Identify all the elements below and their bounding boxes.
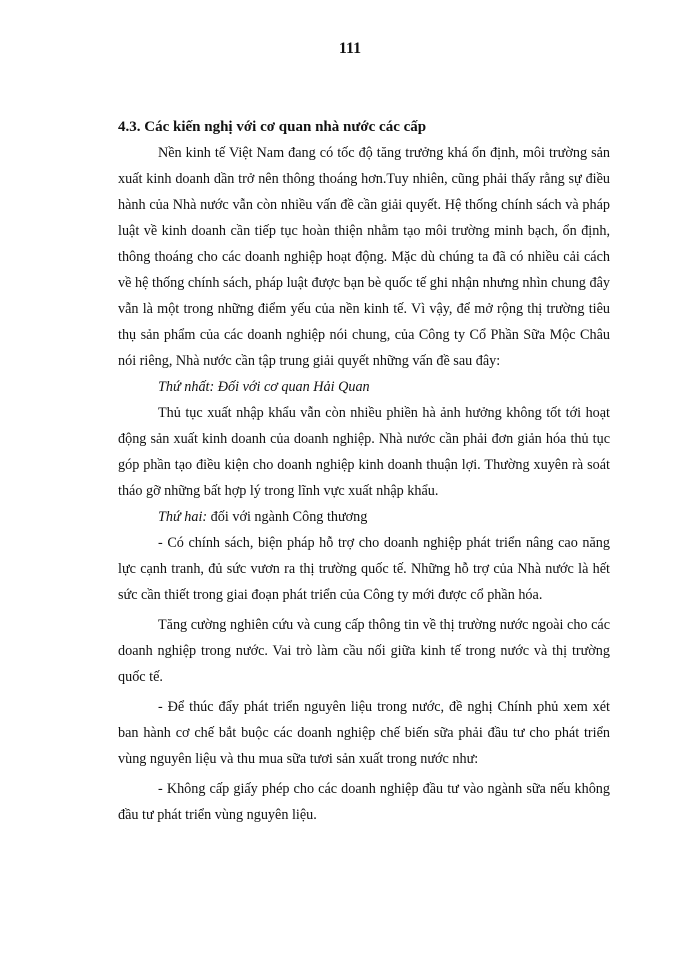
second-label-rest: đối với ngành Công thương xyxy=(207,509,368,525)
second-label-italic: Thứ hai: xyxy=(158,509,208,525)
intro-paragraph: Nền kinh tế Việt Nam đang có tốc độ tăng trưởng khá ổn định, môi trường sản xuất kinh doanh dần trở nên thông thoáng hơn.Tuy nhiên, cũng phải thấy rằng sự điều hành của Nhà nước vẫn còn nhiều vấn đề cần giải quyết. Hệ thống chính sách và pháp luật về kinh doanh cần tiếp tục hoàn thiện nhằm tạo môi trường minh bạch, ổn định, thông thoáng cho các doanh nghiệp hoạt động. Mặc dù chúng ta đã có nhiều cải cách về hệ thống chính sách, pháp luật được bạn bè quốc tế ghi nhận nhưng nhìn chung đây vẫn là một trong những điểm yếu của nền kinh tế. Vì vậy, để mở rộng thị trường tiêu thụ sản phẩm của các doanh nghiệp nói chung, của Công ty Cổ Phần Sữa Mộc Châu nói riêng, Nhà nước cần tập trung giải quyết những vấn đề sau đây: xyxy=(118,145,610,369)
second-item-2: Tăng cường nghiên cứu và cung cấp thông tin về thị trường nước ngoài cho các doanh nghiệp trong nước. Vai trò làm cầu nối giữa kinh tế trong nước và thị trường quốc tế. xyxy=(118,617,610,685)
second-item-1: - Có chính sách, biện pháp hỗ trợ cho doanh nghiệp phát triển nâng cao năng lực cạnh tranh, đủ sức vươn ra thị trường quốc tế. Những hỗ trợ của Nhà nước là hết sức cần thiết trong giai đoạn phát triển của Công ty mới được cổ phần hóa. xyxy=(118,535,610,603)
page-content xyxy=(118,114,610,828)
second-item-3: - Để thúc đẩy phát triển nguyên liệu trong nước, đề nghị Chính phủ xem xét ban hành cơ chế bắt buộc các doanh nghiệp chế biến sữa phải đầu tư cho phát triển vùng nguyên liệu và thu mua sữa tươi sản xuất trong nước như: xyxy=(118,699,610,767)
second-recommendation-label xyxy=(118,504,610,530)
second-item-4: - Không cấp giấy phép cho các doanh nghiệp đầu tư vào ngành sữa nếu không đầu tư phát triển vùng nguyên liệu. xyxy=(118,781,610,823)
section-heading: 4.3. Các kiến nghị với cơ quan nhà nước các cấp xyxy=(118,119,427,135)
page-number: 111 xyxy=(338,40,362,57)
first-recommendation-label: Thứ nhất: Đối với cơ quan Hải Quan xyxy=(158,379,370,395)
first-recommendation-body: Thủ tục xuất nhập khẩu vẫn còn nhiều phiền hà ảnh hưởng không tốt tới hoạt động sản xuất kinh doanh của doanh nghiệp. Nhà nước cần phải đơn giản hóa thủ tục góp phần tạo điều kiện cho doanh nghiệp kinh doanh thuận lợi. Thường xuyên rà soát tháo gỡ những bất hợp lý trong lĩnh vực xuất nhập khẩu. xyxy=(118,405,610,499)
